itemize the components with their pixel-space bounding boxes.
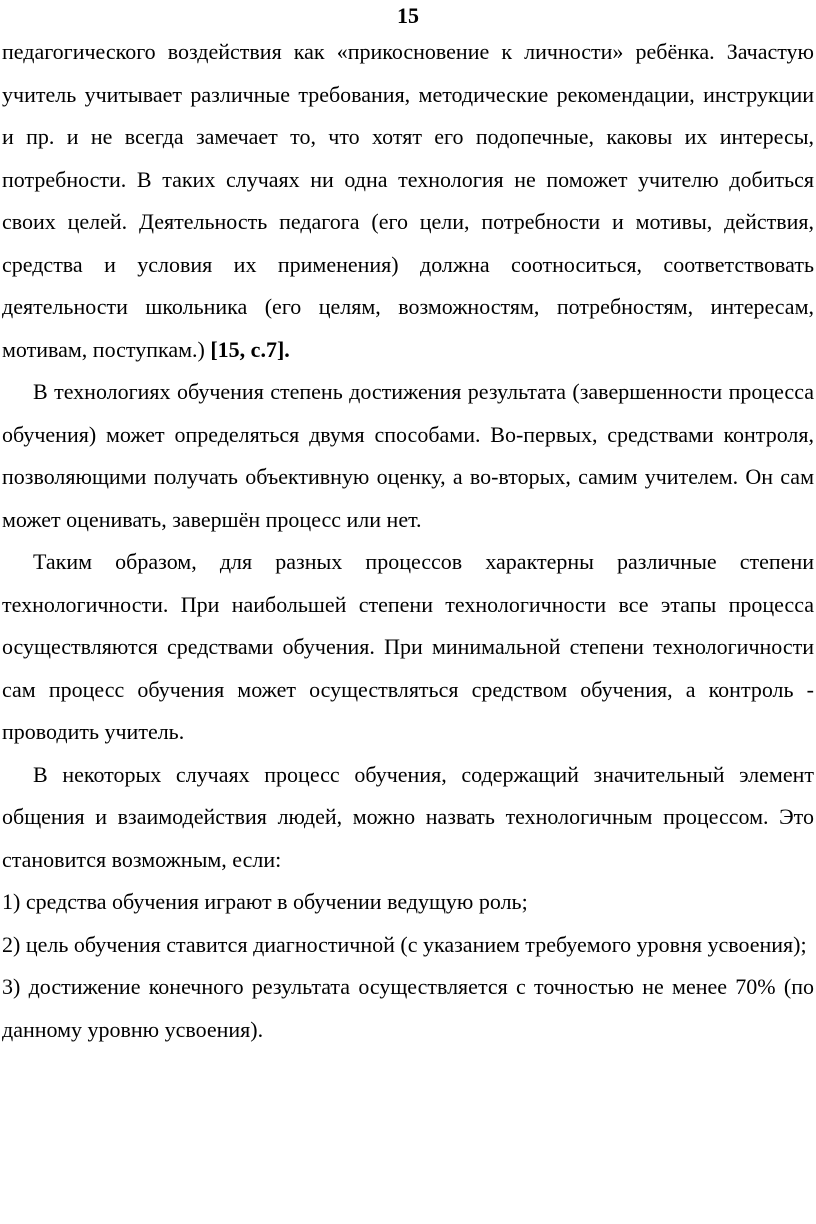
paragraph-3: Таким образом, для разных процессов характерны различные степени технологичности. При наибольшей степени технологичности все этапы процесса осуществляются средствами обучения. При минимальной степени технологичности сам процесс обучения может осуществляться средством обучения, а контроль - проводить учитель. (2, 549, 814, 744)
citation: [15, с.7]. (210, 336, 290, 362)
page-number: 15 (397, 3, 419, 28)
paragraph-1-text: педагогического воздействия как «прикосновение к личности» ребёнка. Зачастую учитель учитывает различные требования, методические рекомендации, инструкции и пр. и не всегда замечает то, что хотят его подопечные, каковы их интересы, потребности. В таких случаях ни одна технология не поможет учителю добиться своих целей. Деятельность педагога (его цели, потребности и мотивы, действия, средства и условия их применения) должна соотноситься, соответствовать деятельности школьника (его целям, возможностям, потребностям, интересам, мотивам, поступкам.) (2, 39, 814, 362)
paragraph-4: В некоторых случаях процесс обучения, содержащий значительный элемент общения и взаимодействия людей, можно назвать технологичным процессом. Это становится возможным, если: (2, 761, 814, 872)
list-item-3: 3) достижение конечного результата осуществляется с точностью не менее 70% (по данному уровню усвоения). (2, 974, 814, 1042)
paragraph-1 (2, 31, 814, 371)
list-item-1: 1) средства обучения играют в обучении ведущую роль; (2, 889, 528, 914)
list-item-2: 2) цель обучения ставится диагностичной (с указанием требуемого уровня усвоения); (2, 931, 807, 957)
paragraph-2: В технологиях обучения степень достижения результата (завершенности процесса обучения) может определяться двумя способами. Во-первых, средствами контроля, позволяющими получать объективную оценку, а во-вторых, самим учителем. Он сам может оценивать, завершён процесс или нет. (2, 379, 814, 532)
